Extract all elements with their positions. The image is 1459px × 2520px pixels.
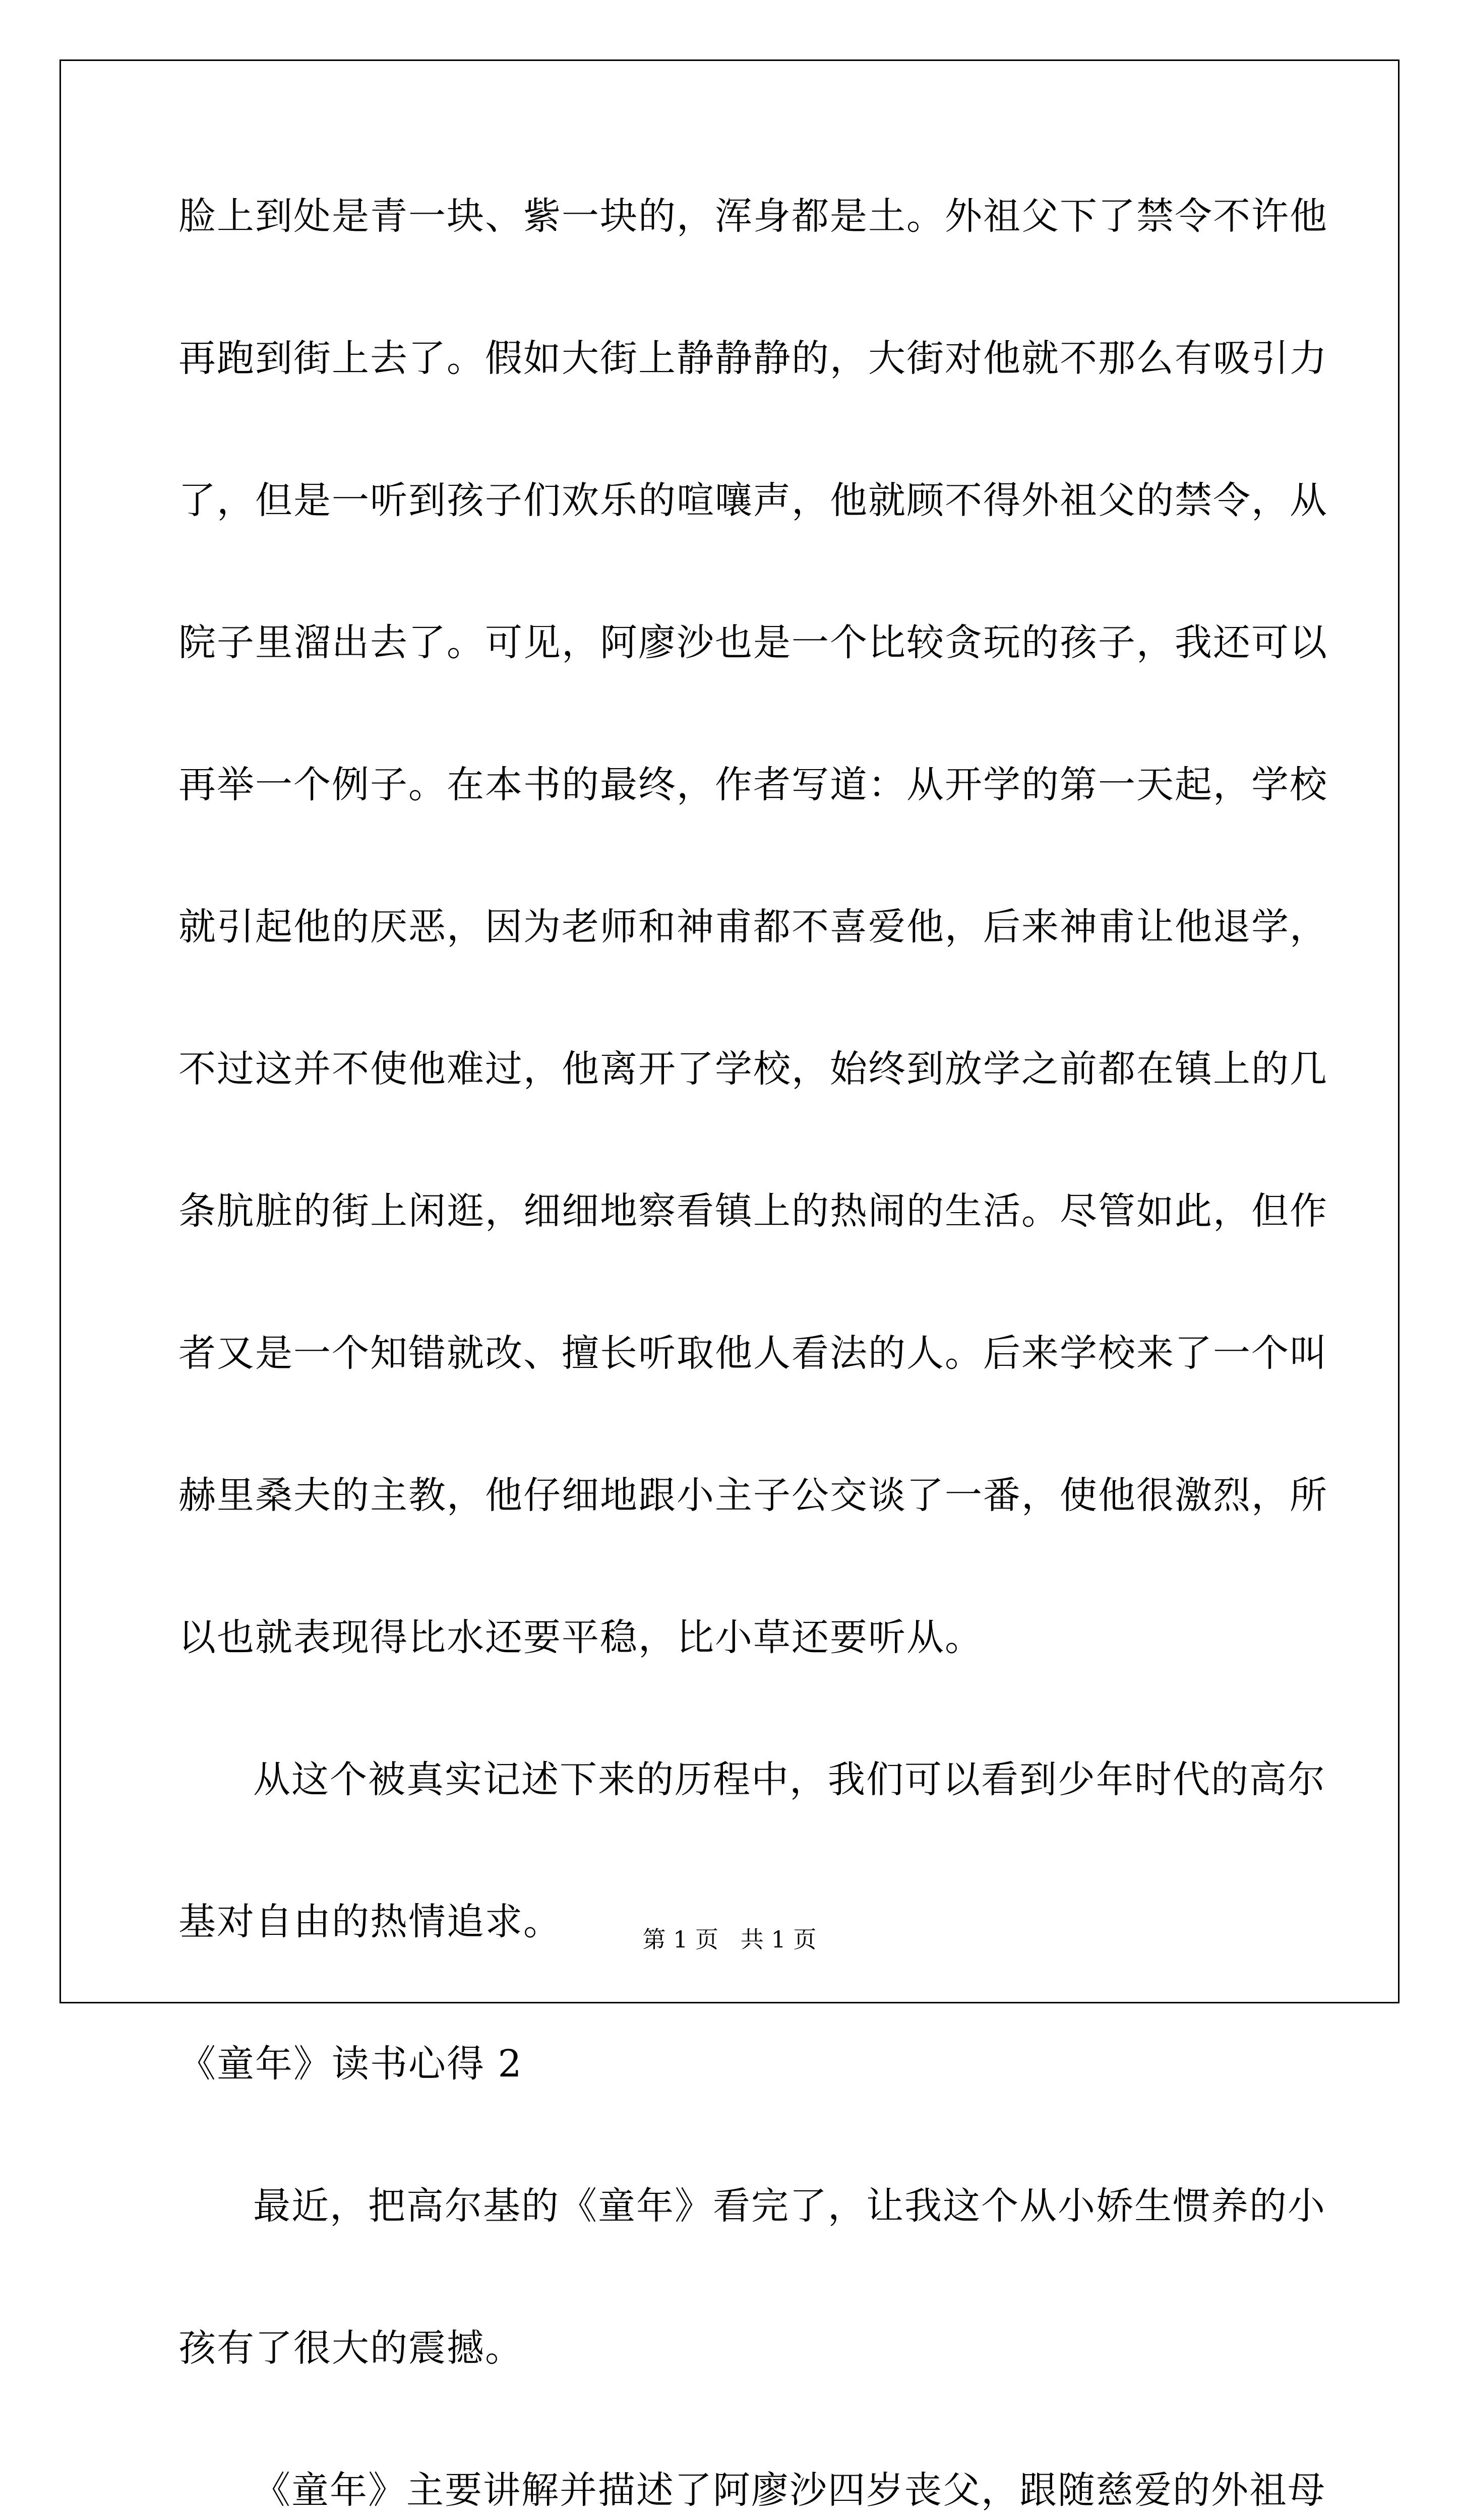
text-line: 以也就表现得比水还要平稳，比小草还要听从。 (178, 1616, 983, 1659)
page-footer: 第 1 页 共 1 页 (642, 1926, 817, 1953)
text-line: 者又是一个知错就改、擅长听取他人看法的人。后来学校来了一个叫 (178, 1332, 1328, 1375)
paragraph-first-line: 《童年》主要讲解并描述了阿廖沙四岁丧父，跟随慈爱的外祖母 (253, 2469, 1326, 2512)
text-line: 不过这并不使他难过，他离开了学校，始终到放学之前都在镇上的几 (178, 1047, 1328, 1091)
text-line: 条肮脏的街上闲逛，细细地察看镇上的热闹的生活。尽管如此，但作 (178, 1189, 1328, 1233)
text-line: 赫里桑夫的主教，他仔细地跟小主子公交谈了一番，使他很激烈，所 (178, 1474, 1328, 1517)
text-line: 基对自由的热情追求。 (178, 1900, 562, 1943)
text-line: 孩有了很大的震撼。 (178, 2326, 523, 2370)
text-line: 了，但是一听到孩子们欢乐的喧嚷声，他就顾不得外祖父的禁令，从 (178, 479, 1328, 522)
text-line: 脸上到处是青一块、紫一块的，浑身都是土。外祖父下了禁令不许他 (178, 195, 1328, 238)
text-line: 再跑到街上去了。假如大街上静静静的，大街对他就不那么有吸引力 (178, 337, 1328, 380)
document-body (178, 195, 1328, 2520)
text-line: 院子里溜出去了。可见，阿廖沙也是一个比较贪玩的孩子，我还可以 (178, 621, 1328, 664)
text-line: 就引起他的厌恶，因为老师和神甫都不喜爱他，后来神甫让他退学， (178, 905, 1328, 949)
text-line: 再举一个例子。在本书的最终，作者写道：从开学的第一天起，学校 (178, 763, 1328, 806)
section-heading: 《童年》读书心得 2 (178, 2042, 523, 2086)
paragraph-first-line: 从这个被真实记述下来的历程中，我们可以看到少年时代的高尔 (253, 1758, 1326, 1801)
paragraph-first-line: 最近，把高尔基的《童年》看完了，让我这个从小娇生惯养的小 (253, 2184, 1326, 2228)
